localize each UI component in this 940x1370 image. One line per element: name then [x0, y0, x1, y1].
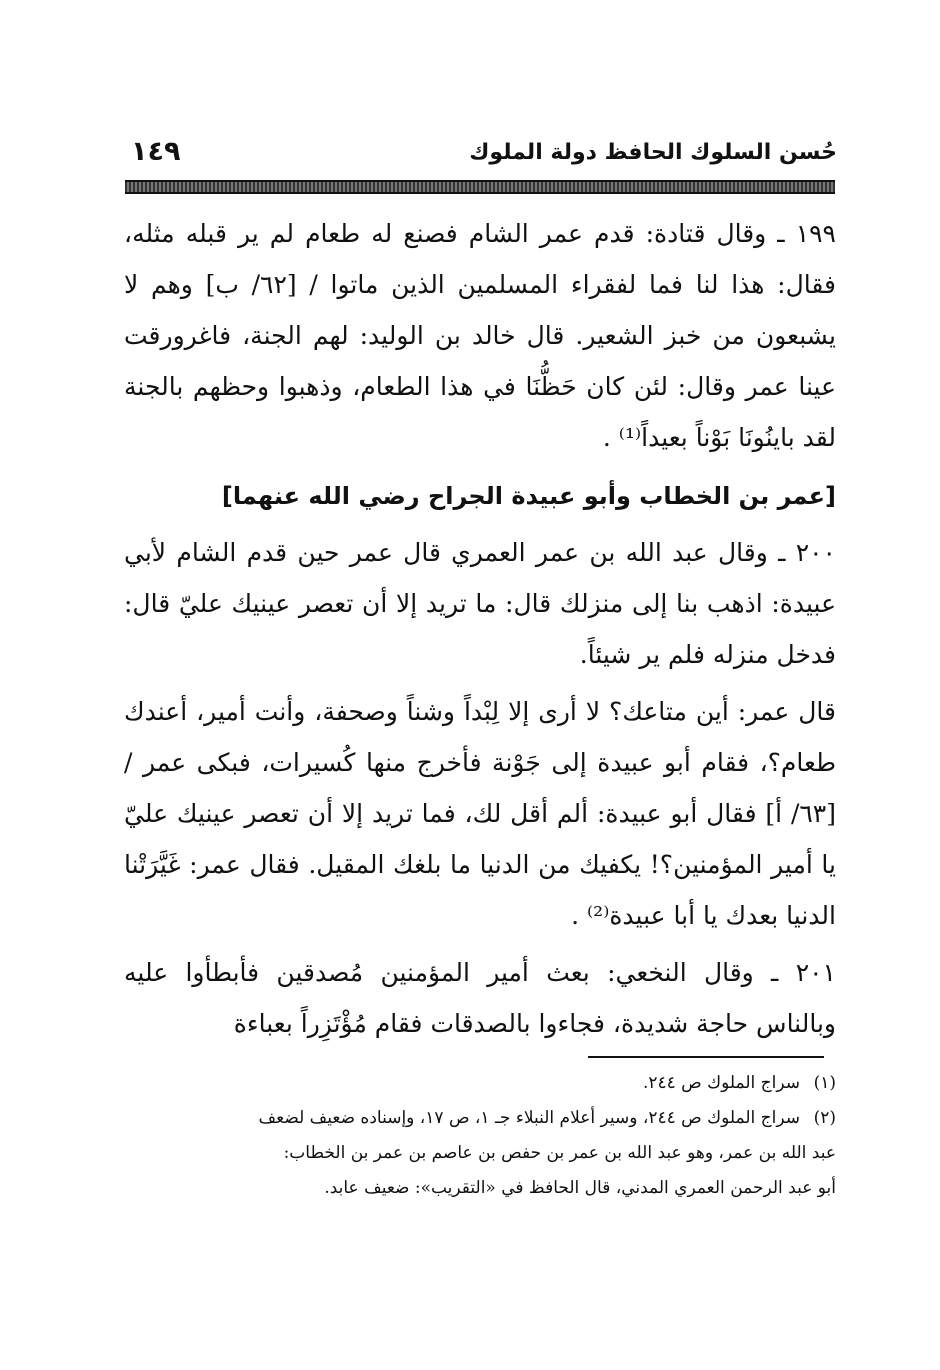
- footnote-rule: [588, 1056, 824, 1058]
- footnotes: [124, 1066, 836, 1206]
- page-number: ١٤٩: [131, 136, 181, 167]
- paragraph-199: ١٩٩ ـ وقال قتادة: قدم عمر الشام فصنع له طعام لم ير قبله مثله، فقال: هذا لنا فما لفقراء المسلمين الذين ماتوا / [٦٢/ ب] وهم لا يشبعون من خبز الشعير. قال خالد بن الوليد: لهم الجنة، فاغرورقت عينا عمر وقال: لئن كان حَظُّنَا في هذا الطعام، وذهبوا وحظهم بالجنة لقد باينُونَا بَوْناً بعيداً⁽¹⁾ .: [124, 219, 836, 452]
- running-header: [125, 136, 837, 176]
- paragraph-200: ٢٠٠ ـ وقال عبد الله بن عمر العمري قال عمر حين قدم الشام لأبي عبيدة: اذهب بنا إلى منزلك قال: ما تريد إلا أن تعصر عينيك عليّ قال: فدخل منزله فلم ير شيئاً.: [124, 538, 836, 669]
- footnote-number: (٢): [813, 1108, 836, 1128]
- running-title: حُسن السلوك الحافظ دولة الملوك: [469, 140, 837, 165]
- main-text: [124, 208, 836, 1049]
- paragraph-201: ٢٠١ ـ وقال النخعي: بعث أمير المؤمنين مُصدقين فأبطأوا عليه وبالناس حاجة شديدة، فجاءوا بالصدقات فقام مُؤْتَزِراً بعباءة: [124, 958, 836, 1038]
- header-rule: [125, 180, 835, 194]
- footnote-1: [124, 1066, 836, 1101]
- footnote-number: (١): [813, 1073, 836, 1093]
- section-heading: [عمر بن الخطاب وأبو عبيدة الجراح رضي الله عنهما]: [221, 482, 836, 510]
- footnote-2: [124, 1101, 836, 1136]
- paragraph-200-continued: قال عمر: أين متاعك؟ لا أرى إلا لِبْداً وشناً وصحفة، وأنت أمير، أعندك طعام؟، فقام أبو عبيدة إلى جَوْنة فأخرج منها كُسيرات، فبكى عمر / [٦٣/ أ] فقال أبو عبيدة: ألم أقل لك، فما تريد إلا أن تعصر عينيك عليّ يا أمير المؤمنين؟! يكفيك من الدنيا ما بلغك المقيل. فقال عمر: غَيَّرَتْنا الدنيا بعدك يا أبا عبيدة⁽²⁾ .: [124, 697, 836, 930]
- footnote-2-line-2: عبد الله بن عمر، وهو عبد الله بن عمر بن حفص بن عاصم بن عمر بن الخطاب:: [283, 1143, 836, 1163]
- footnote-text: سراج الملوك ص ٢٤٤، وسير أعلام النبلاء جـ ١، ص ١٧، وإسناده ضعيف لضعف: [258, 1108, 800, 1128]
- footnote-2-line-3: أبو عبد الرحمن العمري المدني، قال الحافظ في «التقريب»: ضعيف عابد.: [324, 1178, 836, 1198]
- footnote-text: سراج الملوك ص ٢٤٤.: [642, 1073, 800, 1093]
